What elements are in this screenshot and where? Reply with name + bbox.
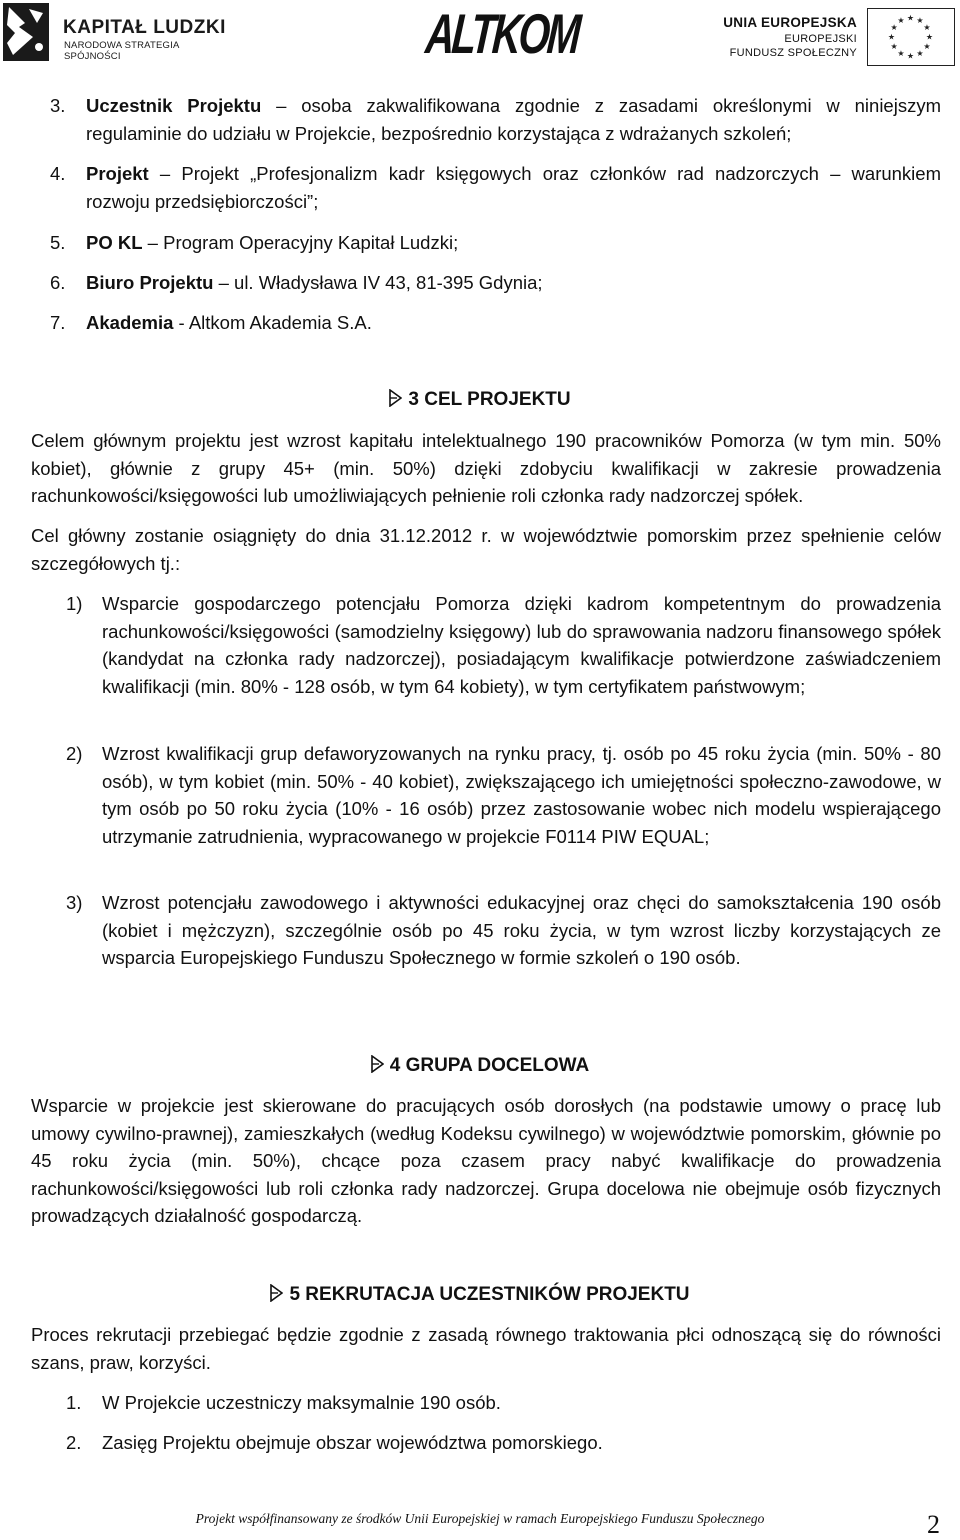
eu-flag-icon [867, 8, 955, 66]
eu-logo-line2: EUROPEJSKI [784, 33, 857, 45]
section-heading: 5 REKRUTACJA UCZESTNIKÓW PROJEKTU [0, 1281, 960, 1308]
eu-star-icon: ★ [923, 23, 931, 32]
kapital-ludzki-name: KAPITAŁ LUDZKI [63, 17, 226, 38]
eu-star-icon: ★ [906, 13, 915, 23]
definition-text: – osoba zakwalifikowana zgodnie z zasadami określonymi w niniejszym regulaminie do udziału w Projekcie, bezpośrednio korzystająca z wdrażanych szkoleń; [86, 95, 941, 144]
page-number: 2 [927, 1510, 940, 1539]
definition-text: – Projekt „Profesjonalizm kadr księgowych oraz członków rad nadzorczych – warunkiem rozwoju przedsiębiorczości”; [86, 163, 941, 212]
paragraph: Cel główny zostanie osiągnięty do dnia 31.12.2012 r. w województwie pomorskim przez spełnienie celów szczegółowych tj.: [31, 525, 941, 574]
definition-term: PO KL [86, 232, 143, 253]
eu-star-icon: ★ [897, 16, 905, 26]
paragraph: Proces rekrutacji przebiegać będzie zgodnie z zasadą równego traktowania płci odnoszącą się do równości szans, praw, korzyści. [31, 1324, 941, 1373]
eu-logo-line3: FUNDUSZ SPOŁECZNY [729, 47, 857, 59]
eu-star-icon: ★ [906, 51, 915, 61]
paragraph: Wsparcie w projekcie jest skierowane do pracujących osób dorosłych (na podstawie umowy o pracę lub umowy cywilno-prawnej), zamieszkałych (według Kodeksu cywilnego) w województwie pomorskim, głównie po 45 roku życia (min. 50%), chcące poza czasem pracy nabyć kwalifikacje do prowadzenia rachunkowości/księgowości lub roli członka rady nadzorczej. Grupa docelowa nie obejmuje osób fizycznych prowadzących działalność gospodarczą. [31, 1095, 941, 1226]
arrow-bullet-icon [270, 1284, 283, 1302]
arrow-bullet-icon [371, 1055, 384, 1073]
definition-term: Uczestnik Projektu [86, 95, 262, 116]
eu-logo [723, 6, 955, 68]
section-heading: 3 CEL PROJEKTU [0, 386, 960, 413]
section-heading: 4 GRUPA DOCELOWA [0, 1052, 960, 1079]
eu-star-icon: ★ [890, 42, 898, 51]
altkom-logo: ALTKOM [423, 2, 581, 65]
definition-text: – ul. Władysława IV 43, 81-395 Gdynia; [213, 272, 543, 293]
kapital-ludzki-mark-icon [3, 3, 51, 61]
kapital-ludzki-logo [3, 3, 233, 65]
eu-star-icon: ★ [923, 42, 931, 51]
definition-term: Projekt [86, 163, 149, 184]
goal-text: Wzrost kwalifikacji grup defaworyzowanych na rynku pracy, tj. osób po 45 roku życia (min. 50% - 80 osób), w tym kobiet (min. 50% - 40 kobiet), zwiększającego ich umiejętności społeczno-zawodowe, w tym osób po 50 roku życia (10% - 16 osób) przez zastosowanie wobec nich modelu wspierającego utrzymanie zatrudnienia, wypracowanego w projekcie F0114 PIW EQUAL; [102, 743, 941, 847]
eu-star-icon: ★ [916, 48, 924, 58]
definition-text: – Program Operacyjny Kapitał Ludzki; [142, 232, 459, 253]
eu-star-icon: ★ [890, 23, 898, 32]
arrow-bullet-icon [389, 389, 402, 407]
definition-term: Biuro Projektu [86, 272, 214, 293]
document-page: KAPITAŁ LUDZKI NARODOWA STRATEGIA SPÓJNOŚCI ALTKOM UNIA EUROPEJSKA EUROPEJSKI FUNDUSZ SPOŁECZNY ★ ★ ★ ★ ★ ★ ★ ★ ★ ★ ★ ★ 3. Uczestnik Projektu – osoba zakwalifikowana zgodnie z zasadami określonymi w niniejszym regulaminie do udziału w Projekcie, bezpośrednio korzystająca z wdrażanych szkoleń; 4. Projekt – Projekt „Profesjonalizm kadr księgowych oraz członków rad nadzorczych – warunkiem rozwoju przedsiębiorczości”; 5. PO KL – Program Operacyjny Kapitał Ludzki; 6. Biuro Projektu – ul. Władysława IV 43, 81-395 Gdynia; 7. Akademia - Altkom Akademia S.A. 3 CEL PROJEKTU Celem głównym projektu jest wzrost kapitału intelektualnego 190 pracowników Pomorza (w tym min. 50% kobiet), głównie z grupy 45+ (min. 50%) dzięki zdobyciu kwalifikacji w zakresie prowadzenia rachunkowości/księgowości lub umożliwiających pełnienie roli członka rady nadzorczej spółek. Cel główny zostanie osiągnięty do dnia 31.12.2012 r. w województwie pomorskim przez spełnienie celów szczegółowych tj.: 1) Wsparcie gospodarczego potencjału Pomorza dzięki kadrom kompetentnym do prowadzenia rachunkowości/księgowości (samodzielny księgowy) lub do sprawowania nadzoru finansowego spółek (kandydat na członka rady nadzorczej), posiadającym kwalifikacje potwierdzone zaświadczeniem kwalifikacji (min. 80% - 128 osób, w tym 64 kobiety), w tym certyfikatem państwowym; 2) Wzrost kwalifikacji grup defaworyzowanych na rynku pracy, tj. osób po 45 roku życia (min. 50% - 80 osób), w tym kobiet (min. 50% - 40 kobiet), zwiększającego ich umiejętności społeczno-zawodowe, w tym osób po 50 roku życia (10% - 16 osób) przez zastosowanie wobec nich modelu wspierającego utrzymanie zatrudnienia, wypracowanego w projekcie F0114 PIW EQUAL; 3) Wzrost potencjału zawodowego i aktywności edukacyjnej oraz chęci do samokształcenia 190 osób (kobiet i mężczyzn), szczególnie osób po 45 roku życia, w tym wzrost liczby korzystających ze wsparcia Europejskiego Funduszu Społecznego w formie szkoleń o 190 osób. 4 GRUPA DOCELOWA Wsparcie w projekcie jest skierowane do pracujących osób dorosłych (na podstawie umowy o pracę lub umowy cywilno-prawnej), zamieszkałych (według Kodeksu cywilnego) w województwie pomorskim, głównie po 45 roku życia (min. 50%), chcące poza czasem pracy nabyć kwalifikacje do prowadzenia rachunkowości/księgowości lub roli członka rady nadzorczej. Grupa docelowa nie obejmuje osób fizycznych prowadzących działalność gospodarczą. 5 REKRUTACJA UCZESTNIKÓW PROJEKTU Proces rekrutacji przebiegać będzie zgodnie z zasadą równego traktowania płci odnoszącą się do równości szans, praw, korzyści. 1. W Projekcie uczestniczy maksymalnie 190 osób. 2. Zasięg Projektu obejmuje obszar województwa pomorskiego. Projekt współfinansowany ze środków Unii Europejskiej w ramach Europejskiego Funduszu Społecznego 2 [0, 0, 960, 1539]
eu-star-icon: ★ [897, 48, 905, 58]
eu-star-icon: ★ [887, 32, 896, 42]
definition-text: - Altkom Akademia S.A. [173, 312, 372, 333]
paragraph: Celem głównym projektu jest wzrost kapitału intelektualnego 190 pracowników Pomorza (w tym min. 50% kobiet), głównie z grupy 45+ (min. 50%) dzięki zdobyciu kwalifikacji w zakresie prowadzenia rachunkowości/księgowości lub umożliwiających pełnienie roli członka rady nadzorczej spółek. [31, 430, 941, 506]
eu-star-icon: ★ [925, 32, 934, 42]
goal-text: Wzrost potencjału zawodowego i aktywności edukacyjnej oraz chęci do samokształcenia 190 osób (kobiet i mężczyzn), szczególnie osób po 45 roku życia, w tym wzrost liczby korzystających ze wsparcia Europejskiego Funduszu Społecznego w formie szkoleń o 190 osób. [102, 892, 941, 968]
footer-text: Projekt współfinansowany ze środków Unii Europejskiej w ramach Europejskiego Funduszu Społecznego [195, 1511, 765, 1526]
kapital-ludzki-subtitle: NARODOWA STRATEGIA SPÓJNOŚCI [64, 40, 179, 62]
eu-star-icon: ★ [916, 16, 924, 26]
eu-logo-line1: UNIA EUROPEJSKA [723, 15, 857, 30]
goal-text: Wsparcie gospodarczego potencjału Pomorza dzięki kadrom kompetentnym do prowadzenia rachunkowości/księgowości (samodzielny księgowy) lub do sprawowania nadzoru finansowego spółek (kandydat na członka rady nadzorczej), posiadającym kwalifikacje potwierdzone zaświadczeniem kwalifikacji (min. 80% - 128 osób, w tym 64 kobiety), w tym certyfikatem państwowym; [102, 593, 941, 697]
definition-term: Akademia [86, 312, 174, 333]
